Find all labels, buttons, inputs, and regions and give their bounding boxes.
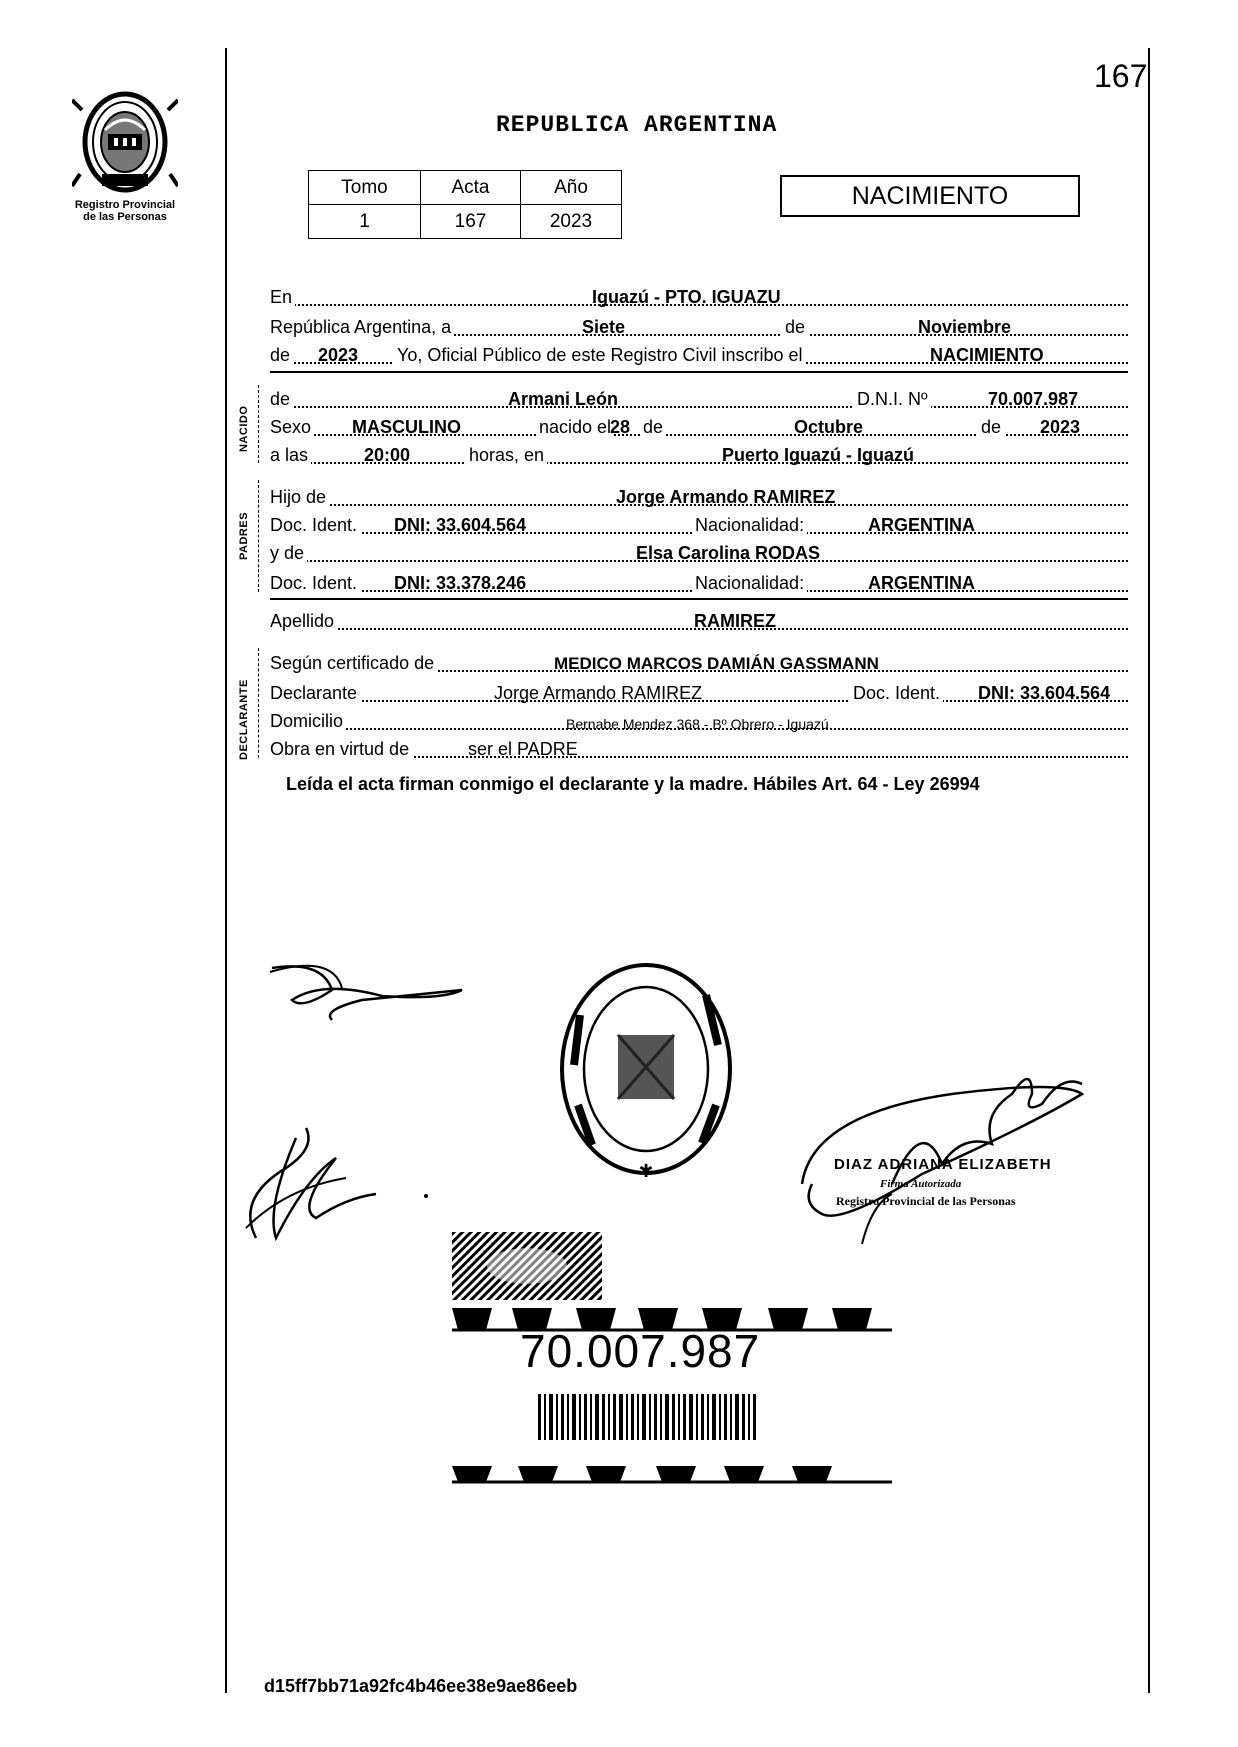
official-seal-icon [556, 955, 736, 1183]
padre-value: Jorge Armando RAMIREZ [616, 487, 836, 507]
svg-text:✱: ✱ [638, 1161, 654, 1182]
record-table-value-row [309, 205, 622, 239]
sexo-label: Sexo [270, 417, 314, 438]
padre-doc-value: DNI: 33.604.564 [394, 515, 527, 535]
obra-value: ser el PADRE [468, 739, 578, 759]
inscribo-label: Yo, Oficial Público de este Registro Civil inscribo el [394, 345, 806, 366]
row-inscribo [270, 342, 1128, 368]
inscribo-value: NACIMIENTO [930, 345, 1044, 365]
en-label: En [270, 287, 295, 308]
dni-label: D.N.I. Nº [854, 389, 931, 410]
de2-label: de [270, 345, 293, 366]
nacido-el-label: nacido el [536, 417, 614, 438]
madre-doc-value: DNI: 33.378.246 [394, 573, 527, 593]
row-hora [270, 442, 1128, 468]
madre-nac-value: ARGENTINA [868, 573, 975, 593]
republica-label: República Argentina, a [270, 317, 454, 338]
page-number: 167 [1094, 58, 1148, 94]
row-padre-doc [270, 512, 1128, 538]
mes-value: Noviembre [918, 317, 1012, 337]
header-tomo: Tomo [309, 171, 421, 205]
madre-value: Elsa Carolina RODAS [636, 543, 821, 563]
a-las-label: a las [270, 445, 311, 466]
section-label-nacido: NACIDO [238, 405, 250, 452]
dia-value: Siete [582, 317, 626, 337]
registry-name-line1: Registro Provincial [74, 199, 176, 211]
certificado-label: Según certificado de [270, 653, 437, 674]
row-obra [270, 736, 1128, 762]
hijo-de-label: Hijo de [270, 487, 329, 508]
separator-line [270, 371, 1128, 373]
signature-madre-icon [226, 1118, 436, 1248]
certificado-value: MEDICO MARCOS DAMIÁN GASSMANN [554, 654, 879, 673]
apellido-label: Apellido [270, 611, 337, 632]
left-margin-line [225, 48, 227, 1693]
registry-logo [72, 90, 178, 223]
row-certificado [270, 650, 1128, 676]
sexo-value: MASCULINO [352, 417, 461, 437]
padres-bracket [258, 480, 259, 592]
nombre-value: Armani León [508, 389, 619, 409]
row-madre-doc [270, 570, 1128, 596]
nac-mes-value: Octubre [794, 417, 864, 437]
declarante-bracket [258, 648, 259, 758]
record-table-header-row [309, 171, 622, 205]
row-fecha [270, 314, 1128, 340]
value-acta: 167 [421, 205, 521, 239]
de-label: de [782, 317, 808, 338]
nac-anio-value: 2023 [1040, 417, 1081, 437]
doc-ident-label: Doc. Ident. [270, 515, 360, 536]
dni-value: 70.007.987 [988, 389, 1079, 409]
document-hash: d15ff7bb71a92fc4b46ee38e9ae86eeb [264, 1676, 578, 1696]
declarante-label: Declarante [270, 683, 360, 704]
nacionalidad-label: Nacionalidad: [692, 515, 807, 536]
separator-line-2 [270, 598, 1128, 600]
section-label-padres: PADRES [238, 511, 250, 560]
row-madre [270, 540, 1128, 566]
stamp-role: Firma Autorizada [880, 1178, 962, 1190]
section-label-declarante: DECLARANTE [238, 679, 250, 760]
value-anio: 2023 [521, 205, 622, 239]
hora-value: 20:00 [364, 445, 411, 465]
row-declarante [270, 680, 1128, 706]
row-apellido [270, 608, 1128, 634]
record-table [308, 170, 622, 239]
doc-ident3-label: Doc. Ident. [850, 683, 943, 704]
lugar-value: Puerto Iguazú - Iguazú [722, 445, 914, 465]
nacido-bracket [258, 385, 259, 463]
declarante-doc-value: DNI: 33.604.564 [978, 683, 1111, 703]
signature-declarante-icon [262, 950, 482, 1030]
right-margin-line [1148, 48, 1150, 1693]
barcode-number: 70.007.987 [520, 1325, 761, 1377]
value-tomo: 1 [309, 205, 421, 239]
header-acta: Acta [421, 171, 521, 205]
declarante-value: Jorge Armando RAMIREZ [494, 683, 703, 703]
de4-label: de [978, 417, 1004, 438]
en-value: Iguazú - PTO. IGUAZU [592, 287, 781, 307]
nombre-label: de [270, 389, 293, 410]
de3-label: de [640, 417, 666, 438]
domicilio-label: Domicilio [270, 711, 346, 732]
obra-label: Obra en virtud de [270, 739, 412, 760]
stamp-office: Registro Provincial de las Personas [836, 1194, 1016, 1208]
stamp-name: DIAZ ADRIANA ELIZABETH [834, 1156, 1052, 1173]
record-type-box: NACIMIENTO [780, 175, 1080, 217]
row-nombre [270, 386, 1128, 412]
closing-note: Leída el acta firman conmigo el declarante y la madre. Hábiles Art. 64 - Ley 26994 [286, 774, 980, 794]
padre-nac-value: ARGENTINA [868, 515, 975, 535]
row-padre [270, 484, 1128, 510]
row-domicilio [270, 708, 1128, 734]
row-en [270, 284, 1128, 310]
doc-ident2-label: Doc. Ident. [270, 573, 360, 594]
security-wave-bottom-icon [452, 1456, 892, 1490]
domicilio-value: Bernabe Mendez 368 - Bº Obrero - Iguazú [566, 716, 829, 732]
row-sexo [270, 414, 1128, 440]
y-de-label: y de [270, 543, 307, 564]
nac-dia-value: 28 [610, 417, 631, 437]
apellido-value: RAMIREZ [694, 611, 776, 631]
authorized-signature-icon [782, 1054, 1112, 1254]
registry-name-line2: de las Personas [83, 211, 167, 223]
page-title: REPUBLICA ARGENTINA [496, 112, 778, 138]
anio-value: 2023 [318, 345, 359, 365]
security-pattern-icon [452, 1232, 602, 1300]
misiones-shield-icon [72, 90, 178, 194]
header-anio: Año [521, 171, 622, 205]
barcode-icon [538, 1394, 758, 1440]
nacionalidad2-label: Nacionalidad: [692, 573, 807, 594]
horas-en-label: horas, en [466, 445, 547, 466]
